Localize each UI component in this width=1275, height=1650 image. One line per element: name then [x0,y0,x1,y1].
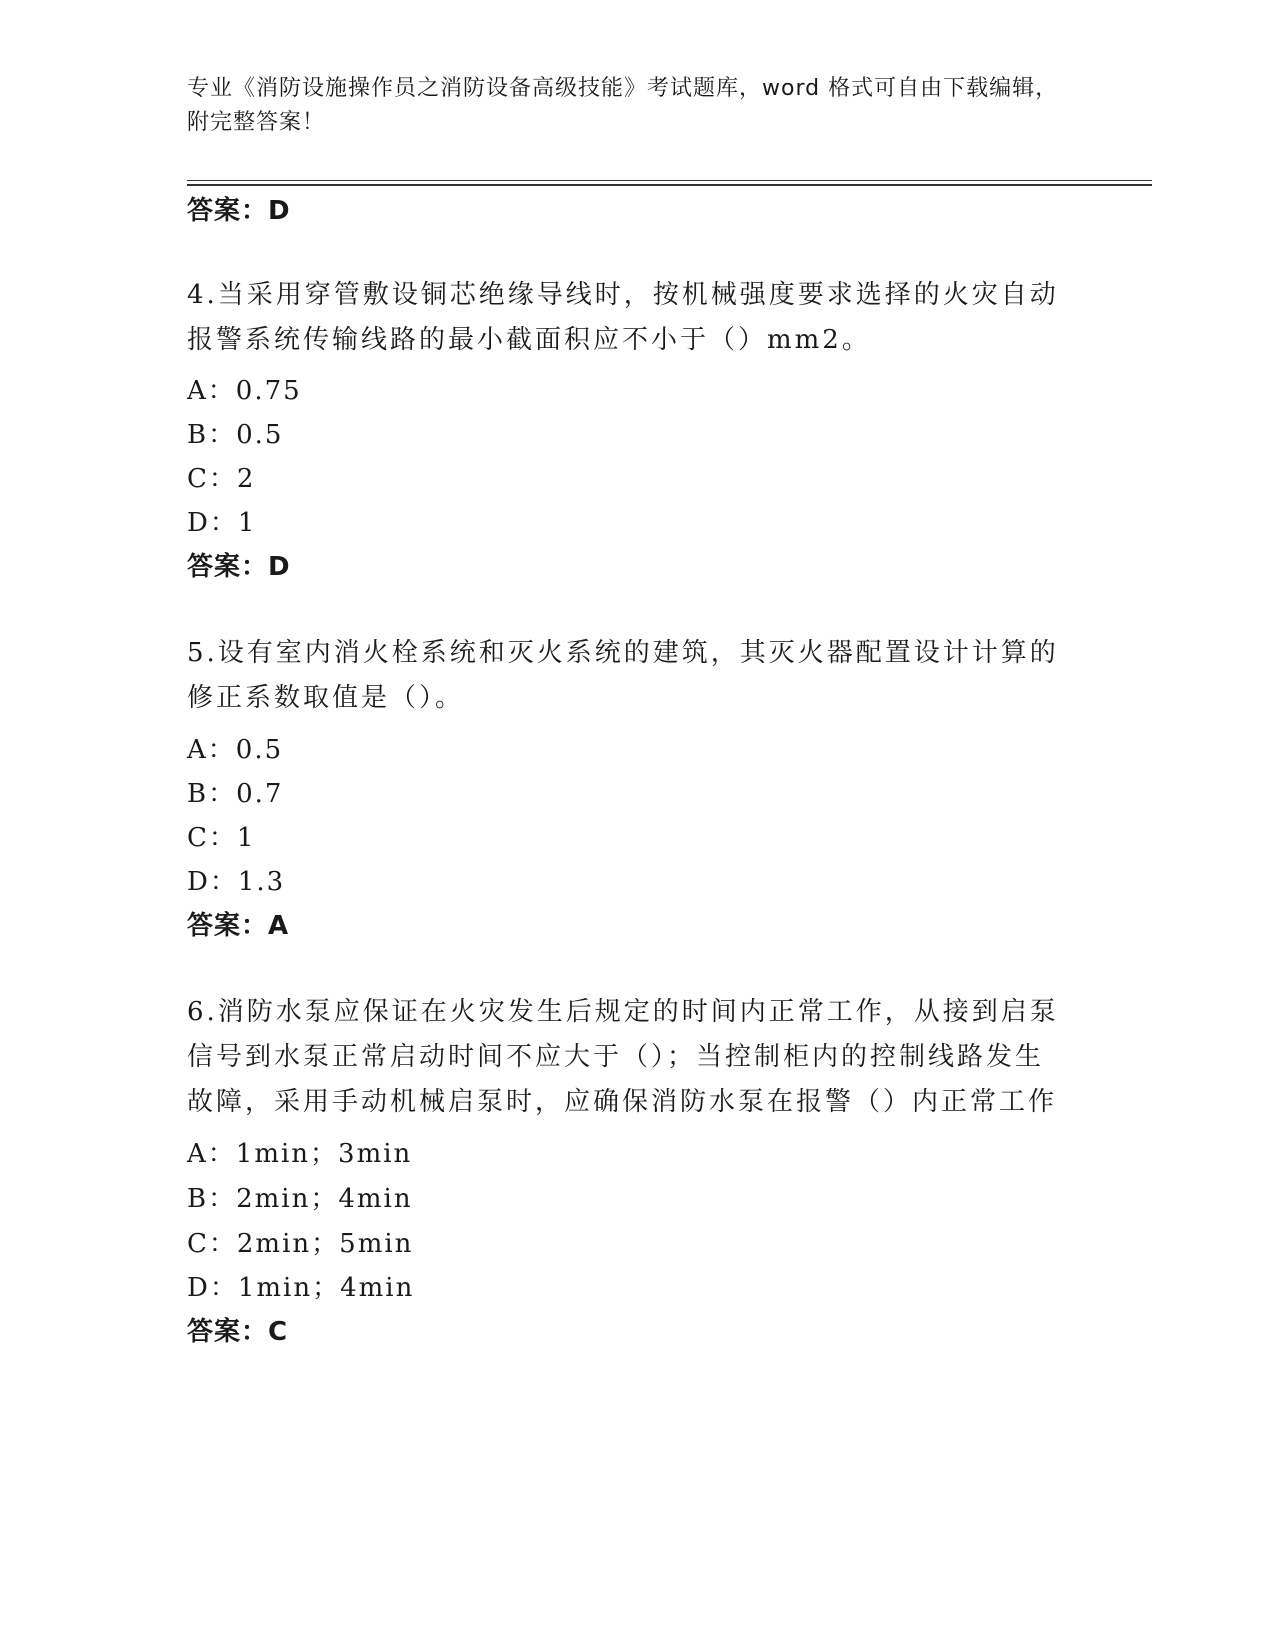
question-5-option-a: A：0.5 [187,735,284,765]
question-5-option-c: C：1 [187,823,256,853]
header-divider-thin [187,180,1152,181]
header-divider-thick [187,184,1152,186]
question-4-option-a: A：0.75 [187,376,302,406]
question-5-option-d: D：1.3 [187,867,286,897]
document-header-note: 专业《消防设施操作员之消防设备高级技能》考试题库，word 格式可自由下载编辑，附完整答案！ [187,76,1059,135]
question-6-option-a: A：1min；3min [187,1139,413,1169]
previous-answer: 答案：D [187,196,291,226]
question-4-option-c: C：2 [187,464,256,494]
question-6-option-c: C：2min；5min [187,1229,414,1259]
question-5-answer: 答案：A [187,911,290,941]
question-5-text: 5.设有室内消火栓系统和灭火系统的建筑，其灭火器配置设计计算的修正系数取值是（）。 [187,638,1059,713]
question-6-text: 6.消防水泵应保证在火灾发生后规定的时间内正常工作，从接到启泵信号到水泵正常启动时间不应大于（）；当控制柜内的控制线路发生故障，采用手动机械启泵时，应确保消防水泵在报警（）内正常工作 [187,997,1059,1117]
question-6-option-b: B：2min；4min [187,1184,413,1214]
question-4-option-d: D：1 [187,508,257,538]
question-5-option-b: B：0.7 [187,779,284,809]
question-4-answer: 答案：D [187,552,291,582]
question-4-option-b: B：0.5 [187,420,284,450]
question-6-option-d: D：1min；4min [187,1273,415,1303]
question-6-answer: 答案：C [187,1317,289,1347]
question-4-text: 4.当采用穿管敷设铜芯绝缘导线时，按机械强度要求选择的火灾自动报警系统传输线路的最小截面积应不小于（）mm2。 [187,280,1059,355]
